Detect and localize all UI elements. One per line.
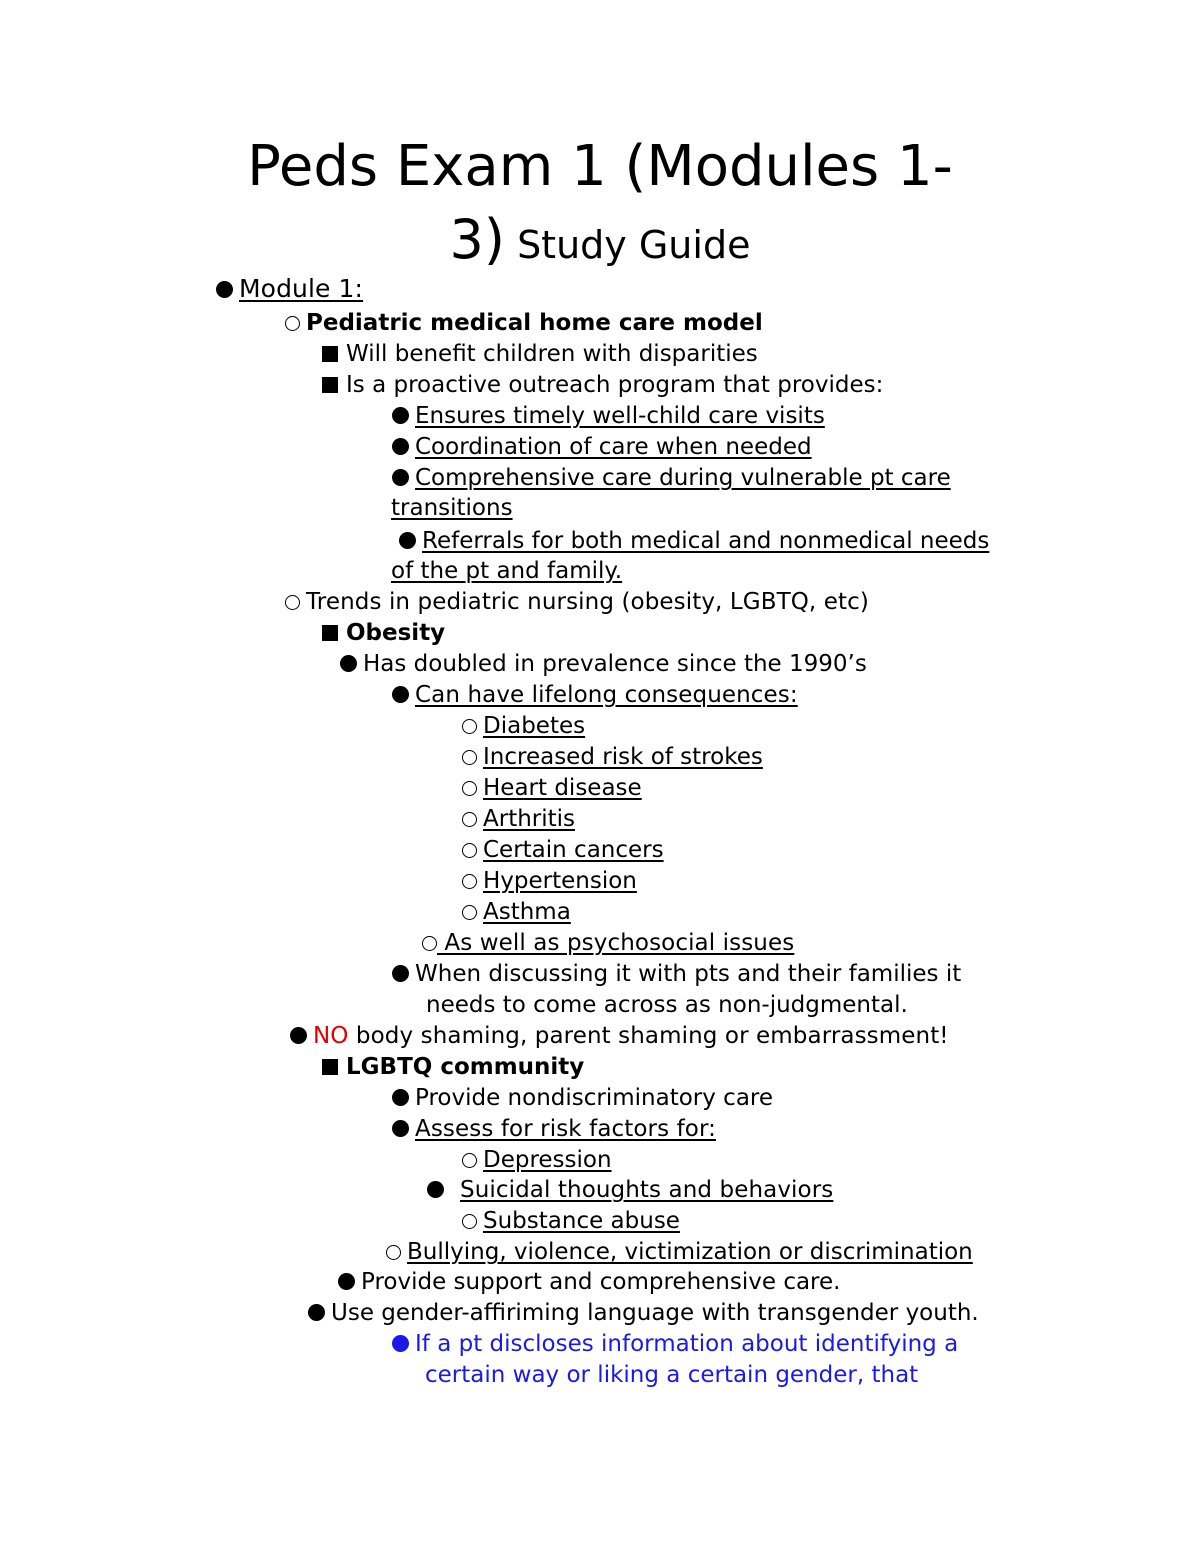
list-item-text: Suicidal thoughts and behaviors <box>460 1177 834 1203</box>
bullet-disc-icon <box>392 438 409 455</box>
list-item-text: Provide nondiscriminatory care <box>415 1085 774 1111</box>
list-item-text: Substance abuse <box>483 1208 680 1234</box>
list-item-text: Diabetes <box>483 713 586 739</box>
obesity-heading: Obesity <box>346 620 446 646</box>
list-item <box>340 649 867 679</box>
bullet-square-icon <box>322 1059 338 1075</box>
list-item-continuation <box>425 1360 918 1390</box>
list-item <box>322 1052 584 1082</box>
list-item-text: transitions <box>391 495 513 521</box>
list-item-text: Depression <box>483 1147 612 1173</box>
no-emphasis: NO <box>313 1023 349 1049</box>
list-item <box>392 680 798 710</box>
list-item <box>399 526 989 556</box>
list-item <box>462 897 571 927</box>
list-item <box>462 1206 680 1236</box>
bullet-circle-icon <box>462 1214 477 1229</box>
list-item-text: Coordination of care when needed <box>415 434 812 460</box>
bullet-circle-icon <box>462 843 477 858</box>
list-item-text: Asthma <box>483 899 571 925</box>
list-item-text: Ensures timely well-child care visits <box>415 403 825 429</box>
bullet-disc-icon <box>392 686 409 703</box>
bullet-disc-icon <box>338 1273 355 1290</box>
title-part-big: 3) <box>449 208 505 271</box>
list-item <box>462 742 763 772</box>
bullet-disc-icon <box>392 469 409 486</box>
bullet-circle-icon <box>462 1153 477 1168</box>
list-item-text: of the pt and family. <box>391 558 623 584</box>
bullet-square-icon <box>322 346 338 362</box>
list-item <box>392 1329 958 1359</box>
list-item <box>290 1021 949 1051</box>
bullet-square-icon <box>322 377 338 393</box>
list-item-text: Is a proactive outreach program that provides: <box>346 372 884 398</box>
page-title-line-2 <box>0 210 1200 283</box>
list-item-text: Has doubled in prevalence since the 1990’s <box>363 651 867 677</box>
list-item <box>462 835 664 865</box>
bullet-disc-icon <box>399 532 416 549</box>
bullet-circle-icon <box>462 781 477 796</box>
list-item <box>392 1114 716 1144</box>
list-item-text: Referrals for both medical and nonmedical needs <box>422 528 990 554</box>
list-item-text: Can have lifelong consequences: <box>415 682 798 708</box>
list-item <box>308 1298 979 1328</box>
list-item <box>422 928 794 958</box>
page-title-line-1: Peds Exam 1 (Modules 1- <box>247 134 953 199</box>
bullet-disc-icon <box>392 1120 409 1137</box>
bullet-circle-icon <box>285 316 300 331</box>
module-heading <box>216 274 363 304</box>
list-item <box>462 773 642 803</box>
list-item-continuation <box>391 556 622 586</box>
list-item-text: When discussing it with pts and their families it <box>415 961 962 987</box>
list-item <box>322 370 883 400</box>
list-item <box>322 618 445 648</box>
list-item <box>462 804 575 834</box>
list-item <box>462 866 637 896</box>
list-item <box>392 1083 773 1113</box>
list-item <box>392 959 961 989</box>
bullet-disc-icon <box>340 655 357 672</box>
list-item-continuation <box>426 990 908 1020</box>
list-item-text: Trends in pediatric nursing (obesity, LGBTQ, etc) <box>306 589 869 615</box>
bullet-circle-icon <box>386 1245 401 1260</box>
list-item-text: Bullying, violence, victimization or discrimination <box>407 1239 973 1265</box>
list-item-continuation <box>391 493 513 523</box>
title-part-small: Study Guide <box>504 223 751 267</box>
lgbtq-heading: LGBTQ community <box>346 1054 585 1080</box>
bullet-disc-icon <box>290 1027 307 1044</box>
list-item-text: body shaming, parent shaming or embarrassment! <box>348 1023 949 1049</box>
list-item-text: Comprehensive care during vulnerable pt care <box>415 465 951 491</box>
list-item-text: Arthritis <box>483 806 576 832</box>
list-item <box>427 1175 833 1205</box>
list-item-text: Heart disease <box>483 775 642 801</box>
list-item-text: Certain cancers <box>483 837 664 863</box>
bullet-circle-icon <box>422 936 437 951</box>
bullet-circle-icon <box>462 874 477 889</box>
bullet-disc-icon <box>427 1181 444 1198</box>
bullet-circle-icon <box>285 595 300 610</box>
list-item <box>285 308 763 338</box>
bullet-disc-icon <box>392 965 409 982</box>
list-item <box>386 1237 973 1267</box>
bullet-circle-icon <box>462 905 477 920</box>
list-item <box>285 587 869 617</box>
bullet-circle-icon <box>462 750 477 765</box>
pmh-model-heading: Pediatric medical home care model <box>306 310 763 336</box>
module-1-label: Module 1: <box>239 274 364 303</box>
list-item-text: Assess for risk factors for: <box>415 1116 716 1142</box>
list-item-text: Will benefit children with disparities <box>346 341 758 367</box>
list-item <box>392 463 951 493</box>
bullet-circle-icon <box>462 812 477 827</box>
list-item <box>462 711 585 741</box>
bullet-disc-icon <box>392 1089 409 1106</box>
list-item-text: Provide support and comprehensive care. <box>361 1269 841 1295</box>
list-item <box>392 432 812 462</box>
list-item-text: needs to come across as non-judgmental. <box>426 992 908 1018</box>
list-item-text: Use gender-affiriming language with transgender youth. <box>331 1300 979 1326</box>
bullet-square-icon <box>322 625 338 641</box>
bullet-disc-icon <box>308 1304 325 1321</box>
bullet-disc-icon <box>216 281 233 298</box>
bullet-disc-icon <box>392 407 409 424</box>
list-item <box>392 401 825 431</box>
list-item <box>322 339 758 369</box>
list-item-text: If a pt discloses information about identifying a <box>415 1331 959 1357</box>
list-item-text: Hypertension <box>483 868 637 894</box>
list-item-text: certain way or liking a certain gender, that <box>425 1362 919 1388</box>
bullet-circle-icon <box>462 719 477 734</box>
list-item <box>462 1145 612 1175</box>
list-item <box>338 1267 840 1297</box>
list-item-text: Increased risk of strokes <box>483 744 763 770</box>
bullet-disc-icon <box>392 1335 409 1352</box>
list-item-text: As well as psychosocial issues <box>437 930 795 956</box>
